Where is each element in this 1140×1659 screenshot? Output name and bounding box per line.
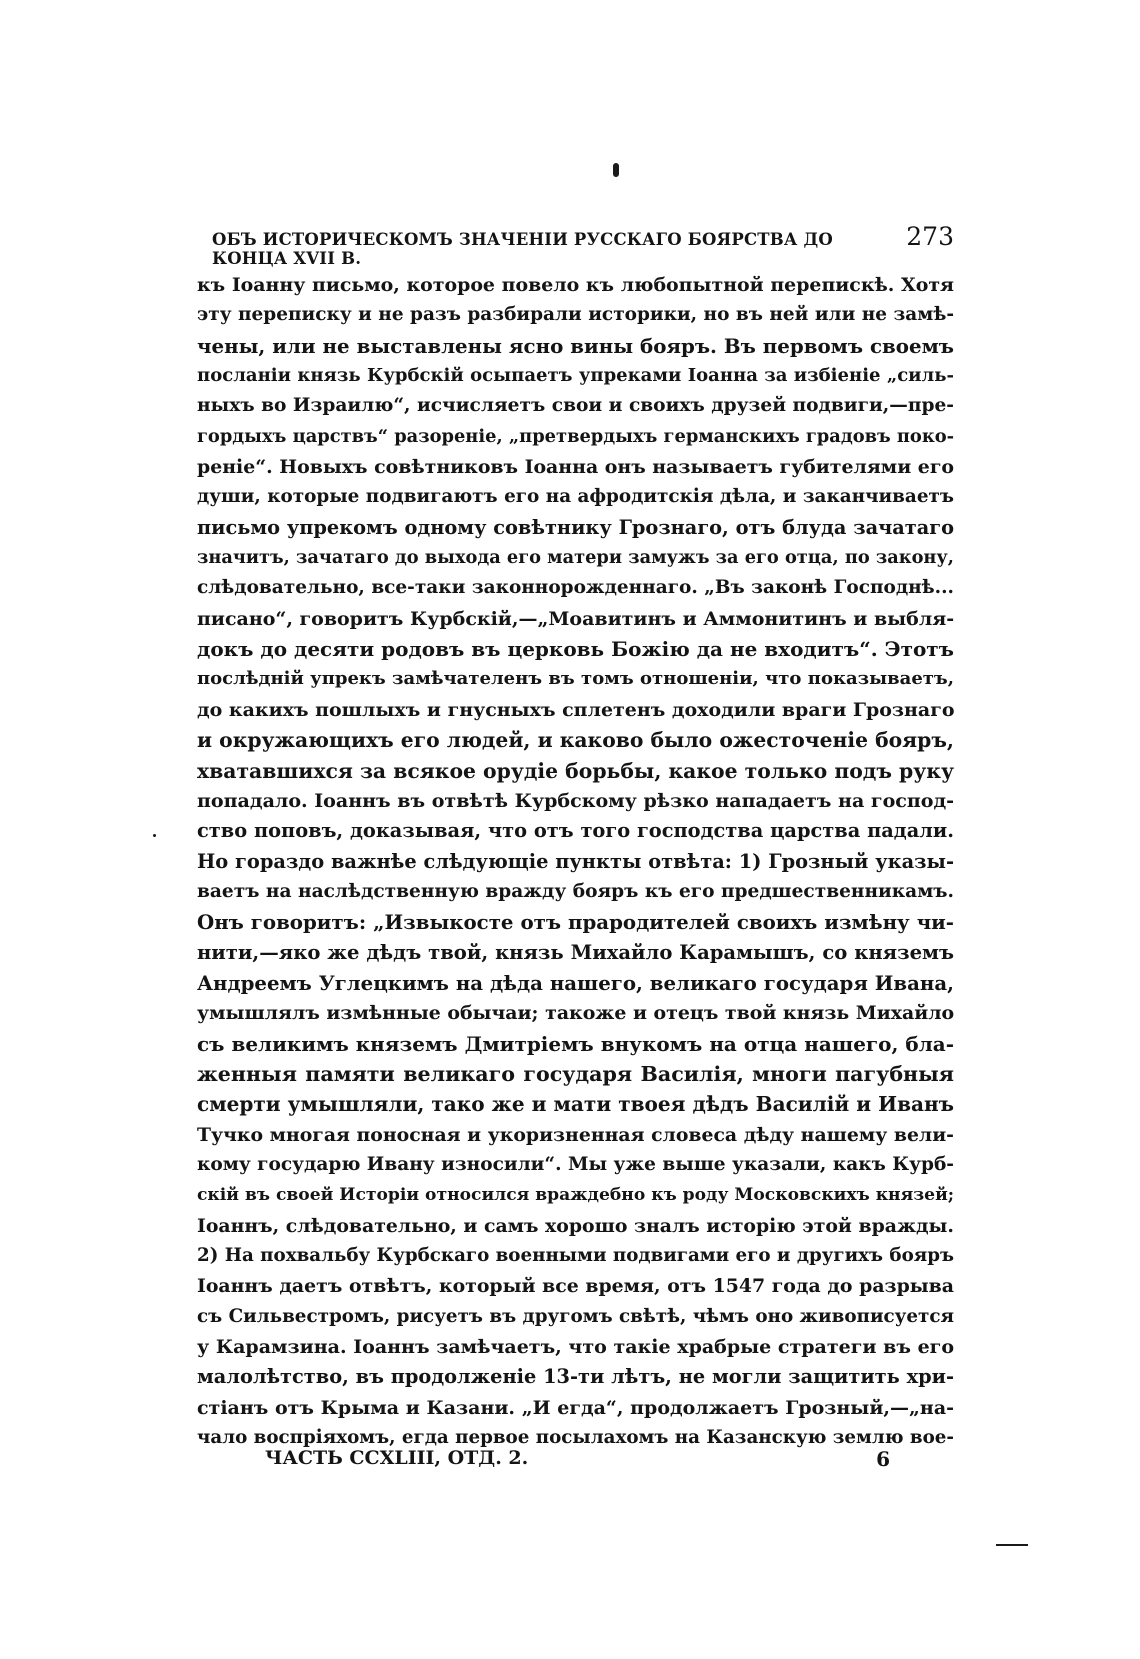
text-line: 2) На похвальбу Курбскаго военными подвигами его и другихъ бояръ: [197, 1245, 954, 1266]
body-text: [197, 270, 954, 1453]
text-line: скій въ своей Исторіи относился враждебно къ роду Московскихъ князей;: [197, 1185, 955, 1206]
text-line: съ Сильвестромъ, рисуетъ въ другомъ свѣтѣ, чѣмъ оно живописуется: [197, 1305, 955, 1327]
text-line: Онъ говоритъ: „Извыкосте отъ прародителей своихъ измѣну чи-: [197, 910, 954, 935]
text-line: ныхъ во Израилю“, исчисляетъ свои и своихъ друзей подвиги,—пре-: [197, 395, 954, 417]
text-line: слѣдовательно, все-таки законнорожденнаго. „Въ законѣ Господнѣ...: [197, 577, 954, 599]
ink-speck-top: [613, 163, 619, 177]
text-line: нити,—яко же дѣдъ твой, князь Михайло Карамышъ, со княземъ: [197, 940, 954, 964]
text-line: съ великимъ княземъ Дмитріемъ внукомъ на отца нашего, бла-: [197, 1031, 954, 1056]
text-line: реніе“. Новыхъ совѣтниковъ Іоанна онъ называетъ губителями его: [197, 456, 954, 479]
page-footer: [265, 1447, 890, 1471]
ink-speck-margin: [153, 834, 156, 837]
text-line: писано“, говоритъ Курбскій,—„Моавитинъ и Аммонитинъ и выбля-: [197, 607, 955, 630]
text-line: ство поповъ, доказывая, что отъ того господства царства падали.: [197, 819, 954, 843]
text-line: эту переписку и не разъ разбирали историки, но въ ней или не замѣ-: [197, 304, 954, 326]
text-line: кому государю Ивану износили“. Мы уже выше указали, какъ Курб-: [197, 1153, 954, 1175]
text-line: смерти умышляли, тако же и мати твоея дѣдъ Василій и Иванъ: [197, 1092, 954, 1117]
page-number: 273: [906, 222, 954, 251]
page-header: [212, 222, 954, 268]
signature-number: 6: [876, 1447, 890, 1471]
text-line: попадало. Іоаннъ въ отвѣтѣ Курбскому рѣзко нападаетъ на господ-: [197, 789, 955, 812]
text-line: Но гораздо важнѣе слѣдующіе пункты отвѣта: 1) Грозный указы-: [197, 849, 954, 873]
text-line: значитъ, зачатаго до выхода его матери замужъ за его отца, по закону,: [197, 547, 954, 569]
text-line: чены, или не выставлены ясно вины бояръ. Въ первомъ своемъ: [197, 333, 954, 358]
text-line: докъ до десяти родовъ въ церковь Божію да не входитъ“. Этотъ: [197, 637, 954, 662]
text-line: у Карамзина. Іоаннъ замѣчаетъ, что такіе храбрые стратеги въ его: [197, 1336, 954, 1359]
text-line: чало воспріяхомъ, егда первое посылахомъ на Казанскую землю вое-: [197, 1427, 954, 1449]
text-line: стіанъ отъ Крыма и Казани. „И егда“, продолжаетъ Грозный,—„на-: [197, 1396, 954, 1419]
text-line: умышлялъ измѣнные обычаи; такоже и отецъ твой князь Михайло: [197, 1002, 955, 1025]
text-line: и окружающихъ его людей, и каково было ожесточеніе бояръ,: [197, 728, 954, 753]
text-line: Іоаннъ даетъ отвѣтъ, который все время, отъ 1547 года до разрыва: [197, 1275, 954, 1298]
edge-mark-bottom-right: [996, 1544, 1028, 1546]
text-line: къ Іоанну письмо, которое повело къ любопытной перепискѣ. Хотя: [197, 274, 954, 296]
text-line: ваетъ на наслѣдственную вражду бояръ къ его предшественникамъ.: [197, 880, 954, 902]
text-line: гордыхъ царствъ“ разореніе, „претвердыхъ германскихъ градовъ поко-: [197, 425, 954, 447]
text-line: послѣдній упрекъ замѣчателенъ въ томъ отношеніи, что показываетъ,: [197, 668, 954, 690]
text-line: Андреемъ Углецкимъ на дѣда нашего, великаго государя Ивана,: [197, 970, 954, 995]
text-line: письмо упрекомъ одному совѣтнику Грознаго, отъ блуда зачатаго: [197, 515, 954, 539]
text-line: женныя памяти великаго государя Василія, многи пагубныя: [197, 1061, 954, 1086]
text-line: до какихъ пошлыхъ и гнусныхъ сплетенъ доходили враги Грознаго: [197, 698, 955, 721]
text-line: хватавшихся за всякое орудіе борьбы, какое только подъ руку: [197, 758, 954, 783]
signature-mark: ЧАСТЬ CCXLIII, ОТД. 2.: [265, 1447, 529, 1469]
text-line: малолѣтство, въ продолженіе 13-ти лѣтъ, не могли защитить хри-: [197, 1365, 954, 1389]
text-line: Тучко многая поносная и укоризненная словеса дѣду нашему вели-: [197, 1123, 954, 1146]
text-line: Іоаннъ, слѣдовательно, и самъ хорошо зналъ исторію этой вражды.: [197, 1214, 954, 1237]
text-line: души, которые подвигаютъ его на афродитскія дѣла, и заканчиваетъ: [197, 486, 954, 508]
running-head: ОБЪ ИСТОРИЧЕСКОМЪ ЗНАЧЕНІИ РУССКАГО БОЯРСТВА ДО КОНЦА XVII В.: [212, 230, 833, 268]
text-line: посланіи князь Курбскій осыпаетъ упреками Іоанна за избіеніе „силь-: [197, 365, 954, 387]
